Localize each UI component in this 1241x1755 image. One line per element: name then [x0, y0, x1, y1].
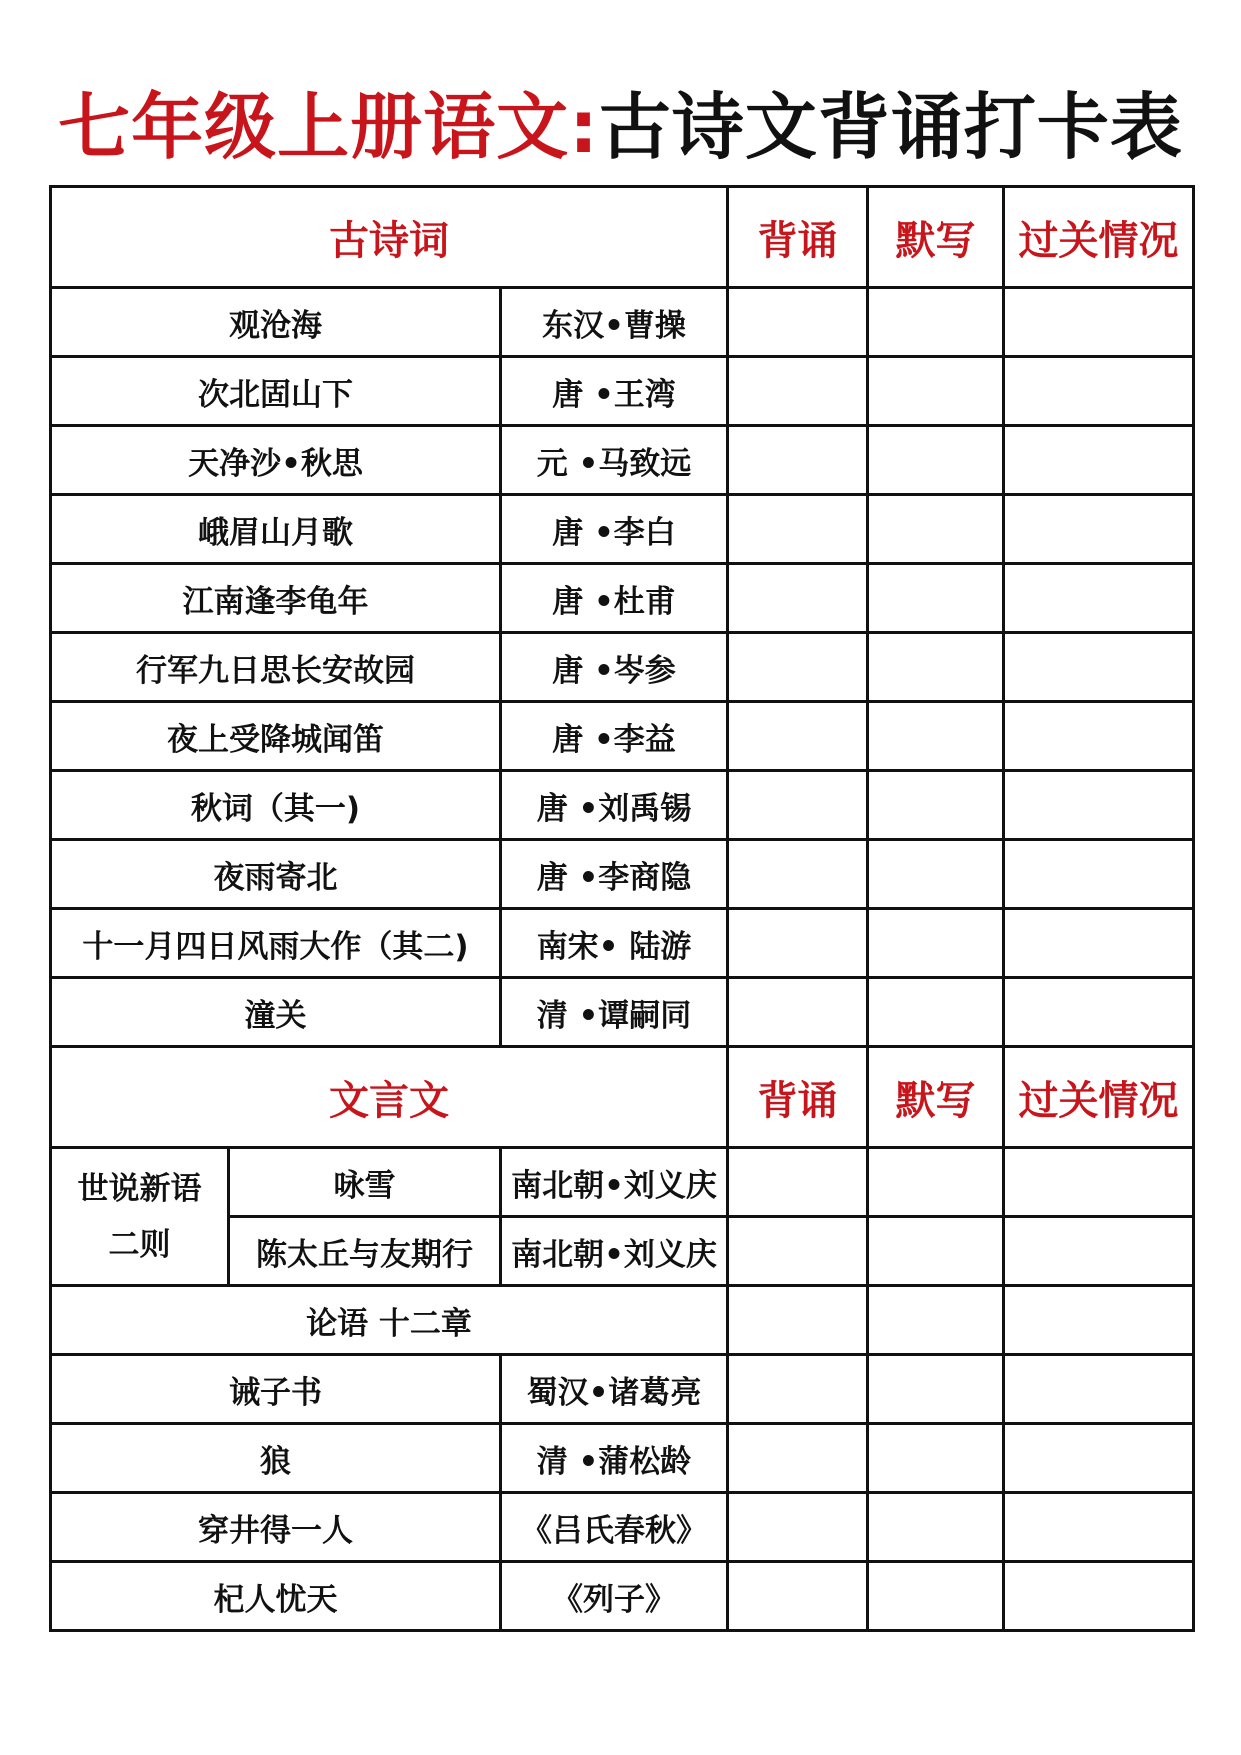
table-row	[51, 1424, 1194, 1493]
poem-author: 唐 •李白	[501, 495, 728, 564]
page-title	[0, 82, 1241, 172]
recite-cell[interactable]	[728, 426, 868, 495]
status-cell[interactable]	[1004, 909, 1194, 978]
column-status: 过关情况	[1004, 1047, 1194, 1148]
table-row	[51, 1286, 1194, 1355]
status-cell[interactable]	[1004, 840, 1194, 909]
checkin-table	[49, 185, 1195, 1632]
dictation-cell[interactable]	[868, 702, 1004, 771]
status-cell[interactable]	[1004, 633, 1194, 702]
dictation-cell[interactable]	[868, 1286, 1004, 1355]
poem-title: 江南逢李龟年	[51, 564, 501, 633]
status-cell[interactable]	[1004, 1424, 1194, 1493]
recite-cell[interactable]	[728, 909, 868, 978]
poem-title: 夜上受降城闻笛	[51, 702, 501, 771]
title-main: 古诗文背诵打卡表	[598, 85, 1183, 169]
table-row	[51, 840, 1194, 909]
dictation-cell[interactable]	[868, 1217, 1004, 1286]
dictation-cell[interactable]	[868, 1562, 1004, 1631]
status-cell[interactable]	[1004, 1562, 1194, 1631]
dictation-cell[interactable]	[868, 1355, 1004, 1424]
dictation-cell[interactable]	[868, 909, 1004, 978]
status-cell[interactable]	[1004, 495, 1194, 564]
recite-cell[interactable]	[728, 702, 868, 771]
table-row	[51, 978, 1194, 1047]
status-cell[interactable]	[1004, 702, 1194, 771]
poem-author: 唐 •岑参	[501, 633, 728, 702]
prose-author: 南北朝•刘义庆	[501, 1217, 728, 1286]
status-cell[interactable]	[1004, 771, 1194, 840]
table-row	[51, 702, 1194, 771]
prose-title: 陈太丘与友期行	[229, 1217, 501, 1286]
dictation-cell[interactable]	[868, 1493, 1004, 1562]
dictation-cell[interactable]	[868, 1148, 1004, 1217]
poem-title: 秋词（其一)	[51, 771, 501, 840]
dictation-cell[interactable]	[868, 771, 1004, 840]
dictation-cell[interactable]	[868, 357, 1004, 426]
recite-cell[interactable]	[728, 564, 868, 633]
dictation-cell[interactable]	[868, 633, 1004, 702]
status-cell[interactable]	[1004, 1286, 1194, 1355]
dictation-cell[interactable]	[868, 564, 1004, 633]
poem-title: 观沧海	[51, 288, 501, 357]
recite-cell[interactable]	[728, 1424, 868, 1493]
poem-author: 元 •马致远	[501, 426, 728, 495]
recite-cell[interactable]	[728, 978, 868, 1047]
prose-title: 咏雪	[229, 1148, 501, 1217]
title-grade: 七年级上册语文:	[58, 85, 599, 169]
status-cell[interactable]	[1004, 1217, 1194, 1286]
recite-cell[interactable]	[728, 771, 868, 840]
dictation-cell[interactable]	[868, 495, 1004, 564]
status-cell[interactable]	[1004, 288, 1194, 357]
poem-author: 东汉•曹操	[501, 288, 728, 357]
table-row	[51, 357, 1194, 426]
recite-cell[interactable]	[728, 357, 868, 426]
poem-author: 唐 •李商隐	[501, 840, 728, 909]
prose-author: 南北朝•刘义庆	[501, 1148, 728, 1217]
poem-title: 峨眉山月歌	[51, 495, 501, 564]
prose-author: 清 •蒲松龄	[501, 1424, 728, 1493]
recite-cell[interactable]	[728, 1355, 868, 1424]
status-cell[interactable]	[1004, 1148, 1194, 1217]
recite-cell[interactable]	[728, 1286, 868, 1355]
dictation-cell[interactable]	[868, 1424, 1004, 1493]
prose-title: 杞人忧天	[51, 1562, 501, 1631]
prose-author: 蜀汉•诸葛亮	[501, 1355, 728, 1424]
table-row	[51, 564, 1194, 633]
prose-title: 穿井得一人	[51, 1493, 501, 1562]
column-dictation: 默写	[868, 1047, 1004, 1148]
table-row	[51, 1148, 1194, 1217]
dictation-cell[interactable]	[868, 426, 1004, 495]
recite-cell[interactable]	[728, 1217, 868, 1286]
poem-title: 行军九日思长安故园	[51, 633, 501, 702]
poems-header-row	[51, 187, 1194, 288]
dictation-cell[interactable]	[868, 288, 1004, 357]
table-row	[51, 495, 1194, 564]
table-row	[51, 426, 1194, 495]
group-label	[51, 1148, 229, 1286]
table-row	[51, 288, 1194, 357]
prose-header-row	[51, 1047, 1194, 1148]
group-label-line2: 二则	[108, 1226, 171, 1263]
poem-title: 潼关	[51, 978, 501, 1047]
recite-cell[interactable]	[728, 1148, 868, 1217]
poem-title: 十一月四日风雨大作（其二)	[51, 909, 501, 978]
recite-cell[interactable]	[728, 633, 868, 702]
status-cell[interactable]	[1004, 357, 1194, 426]
table-row	[51, 1562, 1194, 1631]
poem-title: 夜雨寄北	[51, 840, 501, 909]
recite-cell[interactable]	[728, 840, 868, 909]
recite-cell[interactable]	[728, 1493, 868, 1562]
poem-author: 唐 •王湾	[501, 357, 728, 426]
poem-author: 清 •谭嗣同	[501, 978, 728, 1047]
section-title-poems: 古诗词	[51, 187, 728, 288]
recite-cell[interactable]	[728, 1562, 868, 1631]
prose-author: 《列子》	[501, 1562, 728, 1631]
status-cell[interactable]	[1004, 1355, 1194, 1424]
poem-author: 南宋• 陆游	[501, 909, 728, 978]
table-row	[51, 909, 1194, 978]
status-cell[interactable]	[1004, 1493, 1194, 1562]
prose-title: 诫子书	[51, 1355, 501, 1424]
status-cell[interactable]	[1004, 978, 1194, 1047]
status-cell[interactable]	[1004, 426, 1194, 495]
status-cell[interactable]	[1004, 564, 1194, 633]
column-recite: 背诵	[728, 187, 868, 288]
column-status: 过关情况	[1004, 187, 1194, 288]
dictation-cell[interactable]	[868, 978, 1004, 1047]
column-dictation: 默写	[868, 187, 1004, 288]
prose-title: 论语 十二章	[51, 1286, 728, 1355]
dictation-cell[interactable]	[868, 840, 1004, 909]
section-title-prose: 文言文	[51, 1047, 728, 1148]
prose-author: 《吕氏春秋》	[501, 1493, 728, 1562]
table-row	[51, 633, 1194, 702]
table-row	[51, 1355, 1194, 1424]
table-row	[51, 1493, 1194, 1562]
column-recite: 背诵	[728, 1047, 868, 1148]
recite-cell[interactable]	[728, 495, 868, 564]
poem-author: 唐 •李益	[501, 702, 728, 771]
poem-title: 天净沙•秋思	[51, 426, 501, 495]
group-label-line1: 世说新语	[77, 1170, 202, 1207]
poem-author: 唐 •杜甫	[501, 564, 728, 633]
recite-cell[interactable]	[728, 288, 868, 357]
poem-title: 次北固山下	[51, 357, 501, 426]
poem-author: 唐 •刘禹锡	[501, 771, 728, 840]
table-row	[51, 771, 1194, 840]
prose-title: 狼	[51, 1424, 501, 1493]
